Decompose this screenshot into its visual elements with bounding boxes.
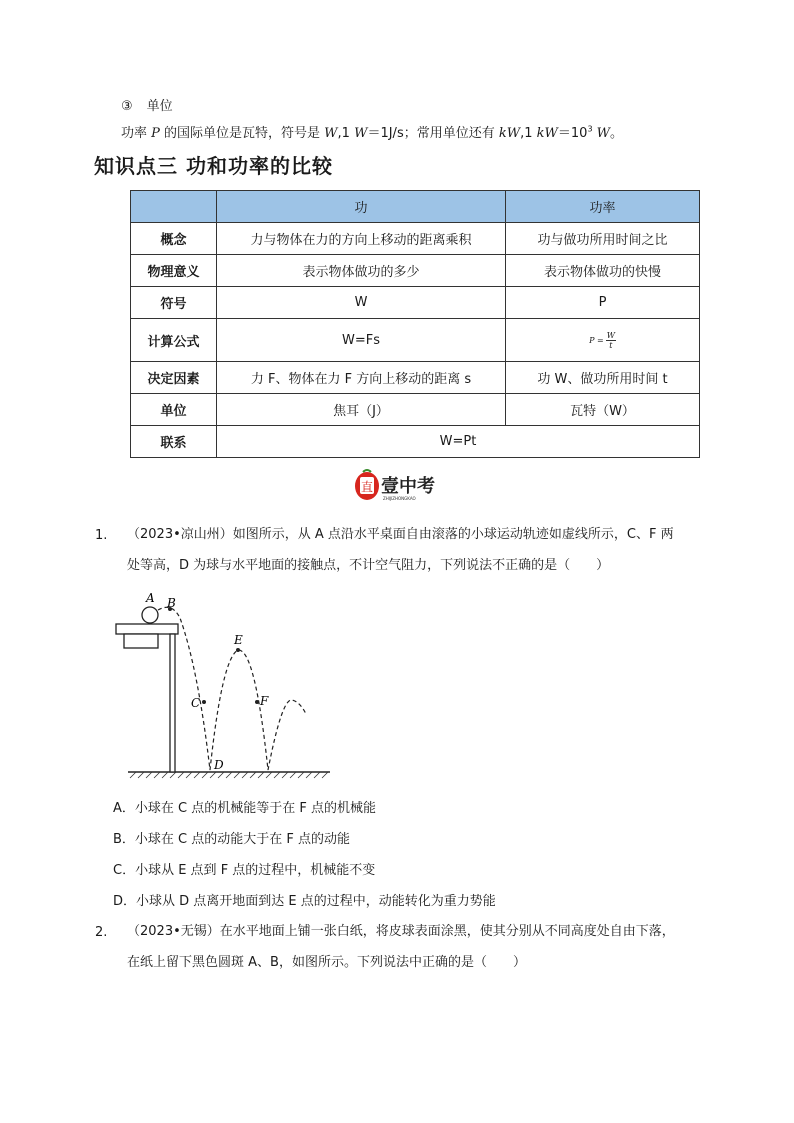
brand-logo [353, 468, 445, 502]
svg-text:直: 直 [360, 480, 374, 494]
row-label: 计算公式 [131, 319, 217, 362]
work-cell: 焦耳（J） [217, 394, 506, 426]
q2-number: 2. [95, 925, 108, 940]
power-cell: 功与做功所用时间之比 [506, 223, 700, 255]
svg-text:壹中考: 壹中考 [381, 476, 435, 497]
row-label: 决定因素 [131, 362, 217, 394]
power-cell: 功 W、做功所用时间 t [506, 362, 700, 394]
label-A: A [146, 591, 155, 605]
work-cell: 表示物体做功的多少 [217, 255, 506, 287]
q2-line1: （2023•无锡）在水平地面上铺一张白纸，将皮球表面涂黑，使其分别从不同高度处自由下落， [127, 924, 675, 939]
table-header-work: 功 [217, 191, 506, 223]
label-B: B [167, 596, 176, 610]
table-row [131, 394, 700, 426]
table-header-empty [131, 191, 217, 223]
row-label: 符号 [131, 287, 217, 319]
power-cell: P [506, 287, 700, 319]
label-E: E [234, 633, 243, 647]
q1-option-c: C．小球从 E 点到 F 点的过程中，机械能不变 [113, 863, 376, 878]
table-row [131, 255, 700, 287]
merged-cell: W=Pt [217, 426, 700, 458]
work-cell: W [217, 287, 506, 319]
q1-line2: 处等高，D 为球与水平地面的接触点，不计空气阻力，下列说法不正确的是（ ） [127, 558, 610, 573]
q1-option-a: A．小球在 C 点的机械能等于在 F 点的机械能 [113, 801, 376, 816]
logo-graphic [353, 468, 445, 502]
table-row [131, 426, 700, 458]
q1-option-b: B．小球在 C 点的动能大于在 F 点的动能 [113, 832, 351, 847]
unit-heading-text: 单位 [146, 99, 173, 114]
label-C: C [191, 696, 201, 710]
ball-trajectory-figure [110, 588, 335, 780]
unit-definition: 功率 P 的国际单位是瓦特，符号是 W,1 W＝1J/s；常用单位还有 kW,1 $kW=10^3$ W。 [121, 124, 624, 141]
work-cell: W=Fs [217, 319, 506, 362]
row-label: 单位 [131, 394, 217, 426]
table-row [131, 223, 700, 255]
work-cell: 力与物体在力的方向上移动的距离乘积 [217, 223, 506, 255]
q1-option-d: D．小球从 D 点离开地面到达 E 点的过程中，动能转化为重力势能 [113, 894, 496, 909]
table-row [131, 287, 700, 319]
q2-line2: 在纸上留下黑色圆斑 A、B，如图所示。下列说法中正确的是（ ） [127, 955, 526, 970]
row-label: 概念 [131, 223, 217, 255]
section-title: 知识点三 功和功率的比较 [94, 154, 333, 178]
unit-heading [121, 95, 173, 114]
power-cell: 表示物体做功的快慢 [506, 255, 700, 287]
circled-number: ③ [121, 99, 133, 114]
q1-line1: （2023•凉山州）如图所示，从 A 点沿水平桌面自由滚落的小球运动轨迹如虚线所示，C、F 两 [127, 527, 674, 542]
q1-number: 1. [95, 528, 108, 543]
label-D: D [214, 758, 224, 772]
table-row [131, 362, 700, 394]
table-header-row [131, 191, 700, 223]
row-label: 物理意义 [131, 255, 217, 287]
work-cell: 力 F、物体在力 F 方向上移动的距离 s [217, 362, 506, 394]
power-formula: P = $\frac{W}{t}$ [589, 330, 615, 350]
row-label: 联系 [131, 426, 217, 458]
table-header-power: 功率 [506, 191, 700, 223]
label-F: F [260, 694, 269, 708]
power-cell: 瓦特（W） [506, 394, 700, 426]
svg-text:ZHIJIZHONGKAO: ZHIJIZHONGKAO [383, 496, 416, 501]
table-row [131, 319, 700, 362]
comparison-table [130, 190, 700, 458]
power-formula-cell [506, 319, 700, 362]
